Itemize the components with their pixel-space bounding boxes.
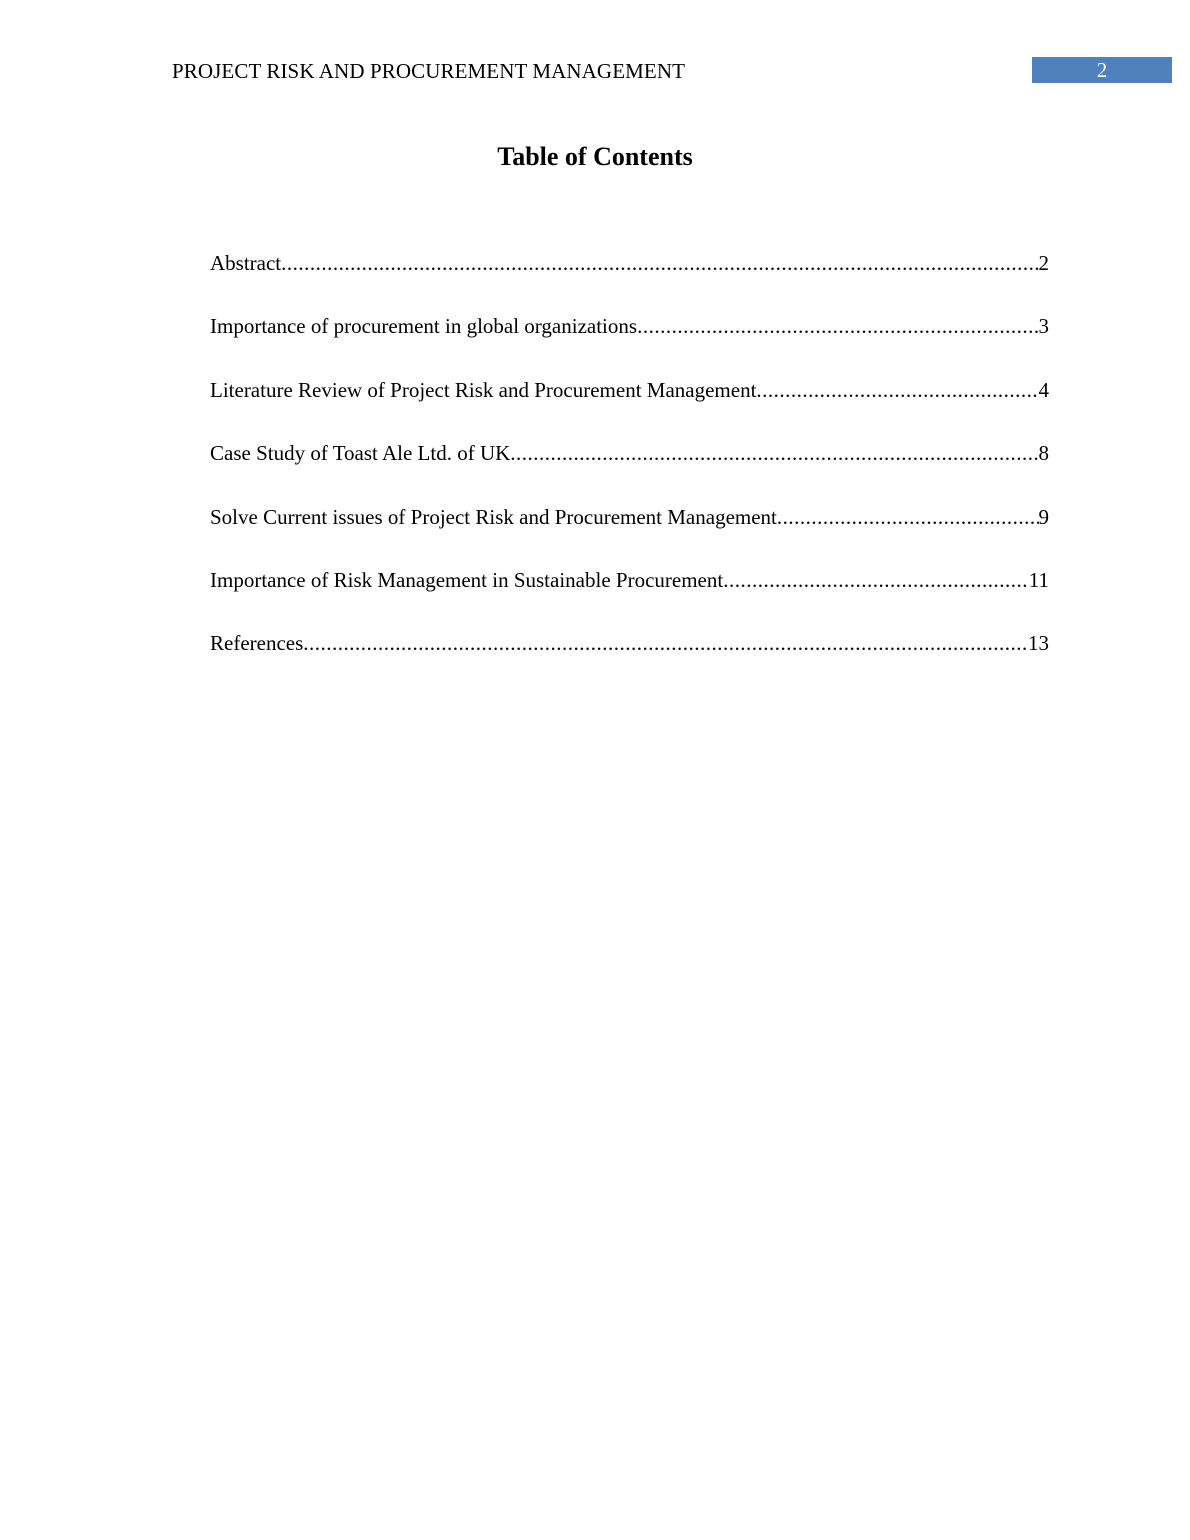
toc-entry-text: Literature Review of Project Risk and Procurement Management xyxy=(210,377,757,402)
toc-list xyxy=(210,248,1049,692)
toc-entry-text: References xyxy=(210,631,304,656)
toc-entry-text: Importance of Risk Management in Sustainable Procurement xyxy=(210,567,724,592)
toc-dot-leader xyxy=(756,375,1038,405)
toc-entry-page: 11 xyxy=(1028,567,1049,592)
toc-entry-case-study[interactable] xyxy=(210,438,1049,501)
toc-dot-leader xyxy=(723,565,1029,595)
toc-entry-abstract[interactable] xyxy=(210,248,1049,311)
toc-entry-literature-review[interactable] xyxy=(210,375,1049,438)
toc-dot-leader xyxy=(510,438,1038,468)
toc-entry-text: Solve Current issues of Project Risk and Procurement Management xyxy=(210,504,777,529)
running-header-title: PROJECT RISK AND PROCUREMENT MANAGEMENT xyxy=(172,59,686,83)
toc-entry-references[interactable] xyxy=(210,628,1049,691)
toc-entry-page: 3 xyxy=(1038,314,1049,339)
toc-entry-solve-current-issues[interactable] xyxy=(210,502,1049,565)
toc-title: Table of Contents xyxy=(497,142,693,171)
toc-dot-leader xyxy=(281,248,1038,278)
page-number-badge: 2 xyxy=(1032,57,1172,83)
toc-entry-page: 13 xyxy=(1028,631,1049,656)
toc-entry-text: Importance of procurement in global organizations xyxy=(210,314,638,339)
toc-entry-page: 4 xyxy=(1038,377,1049,402)
toc-entry-importance-of-procurement[interactable] xyxy=(210,311,1049,374)
toc-entry-page: 9 xyxy=(1038,504,1049,529)
toc-entry-page: 2 xyxy=(1038,251,1049,275)
toc-dot-leader xyxy=(777,502,1039,532)
toc-entry-page: 8 xyxy=(1038,441,1049,466)
toc-entry-text: Case Study of Toast Ale Ltd. of UK xyxy=(210,441,511,466)
toc-entry-risk-management[interactable] xyxy=(210,565,1049,628)
toc-dot-leader xyxy=(637,311,1038,341)
toc-entry-text: Abstract xyxy=(210,251,282,275)
toc-dot-leader xyxy=(303,628,1028,658)
